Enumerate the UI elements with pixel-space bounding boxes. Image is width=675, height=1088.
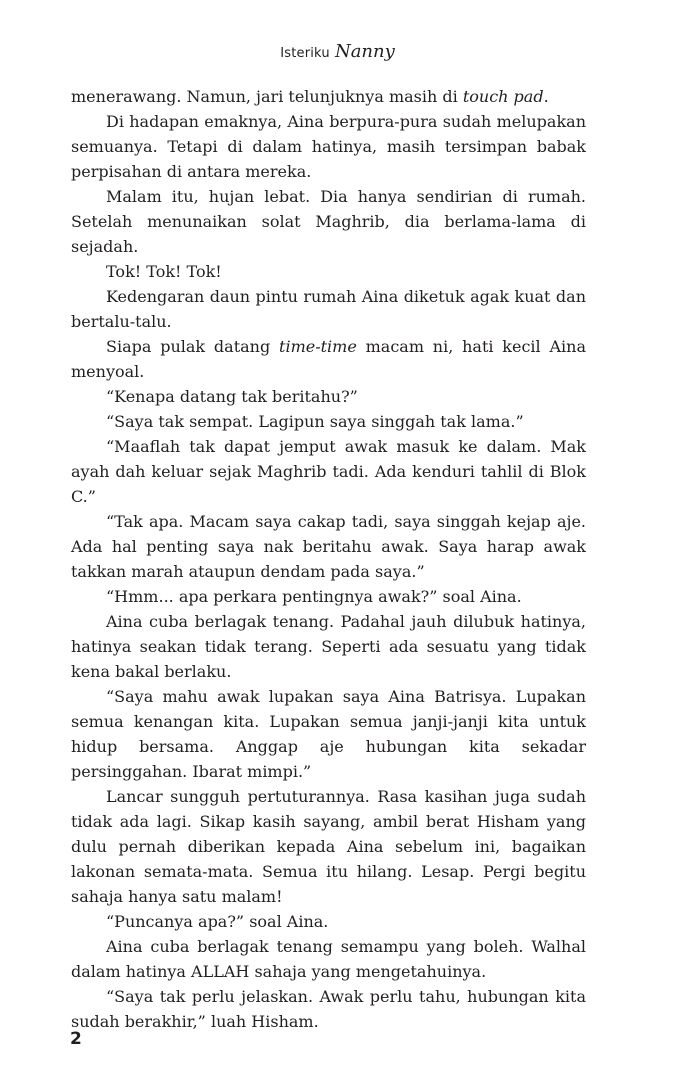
paragraph: Kedengaran daun pintu rumah Aina diketuk agak kuat dan bertalu-talu. [71, 287, 586, 331]
paragraph: “Hmm... apa perkara pentingnya awak?” soal Aina. [106, 587, 522, 606]
paragraph: Di hadapan emaknya, Aina berpura-pura sudah melupakan semuanya. Tetapi di dalam hatinya, masih tersimpan babak perpisahan di antara mereka. [71, 112, 586, 181]
book-title-main: Isteriku [280, 46, 330, 61]
paragraph: “Maaflah tak dapat jemput awak masuk ke dalam. Mak ayah dah keluar sejak Maghrib tadi. Ada kenduri tahlil di Blok C.” [71, 437, 586, 506]
paragraph: Aina cuba berlagak tenang. Padahal jauh dilubuk hatinya, hatinya seakan tidak terang. Seperti ada sesuatu yang tidak kena bakal berlaku. [71, 612, 586, 681]
paragraph: Aina cuba berlagak tenang semampu yang boleh. Walhal dalam hatinya ALLAH sahaja yang mengetahuinya. [71, 937, 586, 981]
page-number: 2 [70, 1029, 82, 1049]
paragraph: “Kenapa datang tak beritahu?” [106, 387, 358, 406]
paragraph-text: Siapa pulak datang [106, 337, 280, 356]
paragraph: “Puncanya apa?” soal Aina. [106, 912, 329, 931]
book-title-script: Nanny [334, 41, 395, 62]
paragraph: Tok! Tok! Tok! [106, 262, 222, 281]
paragraph: “Saya mahu awak lupakan saya Aina Batrisya. Lupakan semua kenangan kita. Lupakan semua janji-janji kita untuk hidup bersama. Anggap aje hubungan kita sekadar persinggahan. Ibarat mimpi.” [71, 687, 586, 781]
paragraph-text: macam ni, hati kecil Aina menyoal. [71, 337, 586, 381]
paragraph: Malam itu, hujan lebat. Dia hanya sendirian di rumah. Setelah menunaikan solat Maghrib, dia berlama-lama di sejadah. [71, 187, 586, 256]
body-text [71, 84, 586, 1034]
paragraph: “Saya tak perlu jelaskan. Awak perlu tahu, hubungan kita sudah berakhir,” luah Hisham. [71, 987, 586, 1031]
paragraph: Lancar sungguh pertuturannya. Rasa kasihan juga sudah tidak ada lagi. Sikap kasih sayang, ambil berat Hisham yang dulu pernah diberikan kepada Aina sebelum ini, bagaikan lakonan semata-mata. Semua itu hilang. Lesap. Pergi begitu sahaja hanya satu malam! [71, 787, 586, 906]
paragraph [71, 84, 586, 109]
running-header [0, 40, 675, 66]
paragraph-text: menerawang. Namun, jari telunjuknya masih di [71, 87, 463, 106]
paragraph [71, 334, 586, 384]
italic-phrase: touch pad [462, 87, 544, 106]
paragraph-text: . [543, 87, 549, 106]
paragraph: “Saya tak sempat. Lagipun saya singgah tak lama.” [106, 412, 524, 431]
italic-phrase: time-time [279, 337, 357, 356]
paragraph: “Tak apa. Macam saya cakap tadi, saya singgah kejap aje. Ada hal penting saya nak beritahu awak. Saya harap awak takkan marah ataupun dendam pada saya.” [71, 512, 586, 581]
